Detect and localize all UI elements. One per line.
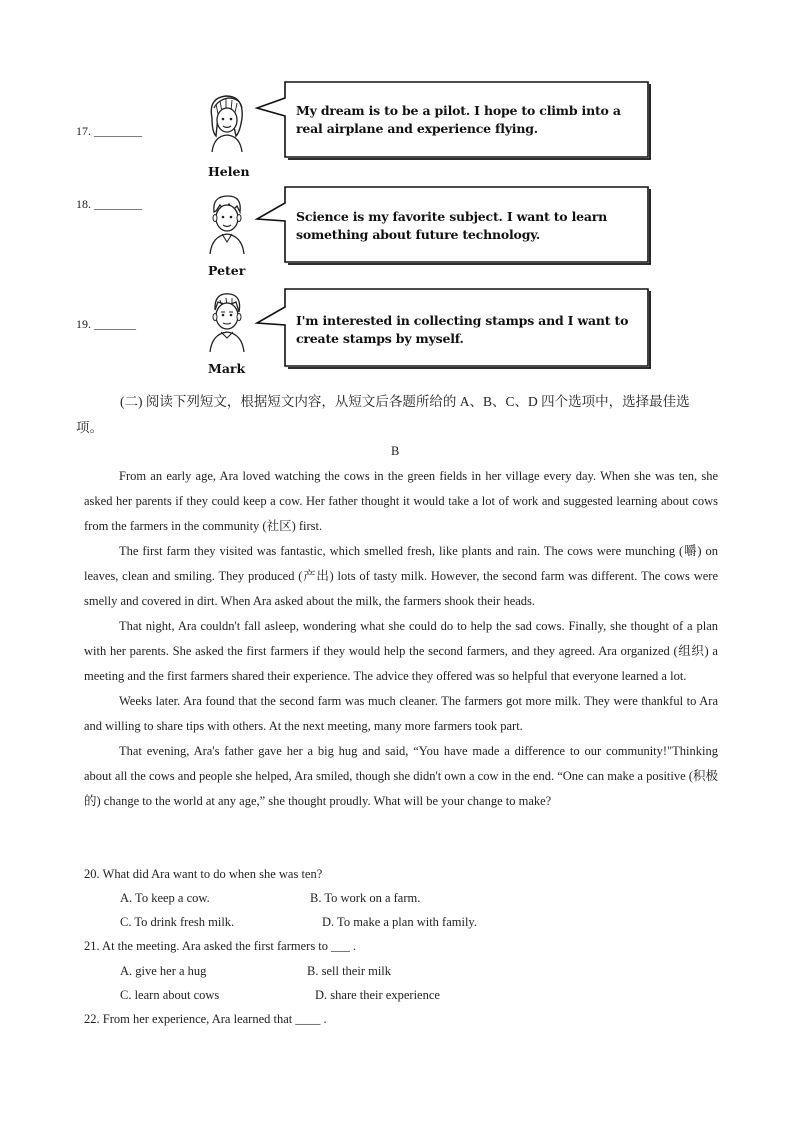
passage-paragraph: The first farm they visited was fantastic, which smelled fresh, like plants and rain. The cows were munching (嚼) on leaves, clean and smiling. They produced (产出) lots of tasty milk. However, the second farm was different. The cows were smelly and covered in dirt. When Ara asked about the milk, the farmers shook their heads. (84, 544, 718, 608)
option-20-d[interactable]: D. To make a plan with family. (322, 915, 477, 929)
section-instruction: (二) 阅读下列短文，根据短文内容，从短文后各题所给的 A、B、C、D 四个选项中，选择最佳选项。 (76, 394, 690, 435)
question-21: 21. At the meeting. Ara asked the first farmers to ___ . (84, 939, 357, 953)
option-20-a[interactable]: A. To keep a cow. (120, 891, 210, 905)
passage-paragraph: From an early age, Ara loved watching the cows in the green fields in her village every day. When she was ten, she asked her parents if they could keep a cow. Her father thought it would take a lot of work and suggested learning about cows from the farmers in the community (社区) first. (84, 469, 718, 533)
speaker-name-mark: Mark (208, 361, 246, 376)
option-20-c[interactable]: C. To drink fresh milk. (120, 915, 235, 929)
speaker-name-peter: Peter (208, 263, 246, 278)
passage-paragraph: That night, Ara couldn't fall asleep, wondering what she could do to help the sad cows. Finally, she thought of a plan with her parents. She asked the first farmers if they would help the second farmers, and they agreed. Ara organized (组织) a meeting and the first farmers shared their experience. The advice they offered was so helpful that everyone learned a lot. (84, 619, 718, 683)
speech-text-helen: My dream is to be a pilot. I hope to climb into a real airplane and experience flying. (296, 103, 621, 136)
passage-paragraph: That evening, Ara's father gave her a big hug and said, “You have made a difference to our community!"Thinking about all the cows and people she helped, Ara smiled, though she didn't own a cow in the end. “One can make a positive (积极的) change to the world at any age,” she thought proudly. What will be your change to make? (84, 744, 718, 808)
speech-bubble-helen (255, 80, 651, 160)
helen-avatar-icon (202, 88, 252, 152)
speech-text-mark: I'm interested in collecting stamps and I want to create stamps by myself. (296, 313, 629, 346)
question-number-18: 18. ________ (76, 197, 142, 211)
option-21-c[interactable]: C. learn about cows (120, 988, 220, 1002)
question-20: 20. What did Ara want to do when she was ten? (84, 867, 323, 881)
mark-avatar-icon (202, 288, 252, 352)
speech-bubble-peter (255, 185, 651, 265)
passage-title: B (391, 444, 400, 458)
question-number-17: 17. ________ (76, 124, 142, 138)
peter-avatar-icon (202, 190, 252, 254)
speech-text-peter: Science is my favorite subject. I want to learn something about future technology. (296, 209, 608, 242)
option-21-a[interactable]: A. give her a hug (120, 964, 207, 978)
option-21-b[interactable]: B. sell their milk (307, 964, 392, 978)
option-20-b[interactable]: B. To work on a farm. (310, 891, 421, 905)
option-21-d[interactable]: D. share their experience (315, 988, 440, 1002)
reading-passage (84, 464, 718, 814)
speaker-name-helen: Helen (208, 164, 250, 179)
question-22: 22. From her experience, Ara learned that ____ . (84, 1012, 327, 1026)
question-number-19: 19. _______ (76, 317, 136, 331)
passage-paragraph: Weeks later. Ara found that the second farm was much cleaner. The farmers got more milk. They were thankful to Ara and willing to share tips with others. At the next meeting, many more farmers took part. (84, 694, 718, 733)
speech-bubble-mark (255, 287, 651, 369)
